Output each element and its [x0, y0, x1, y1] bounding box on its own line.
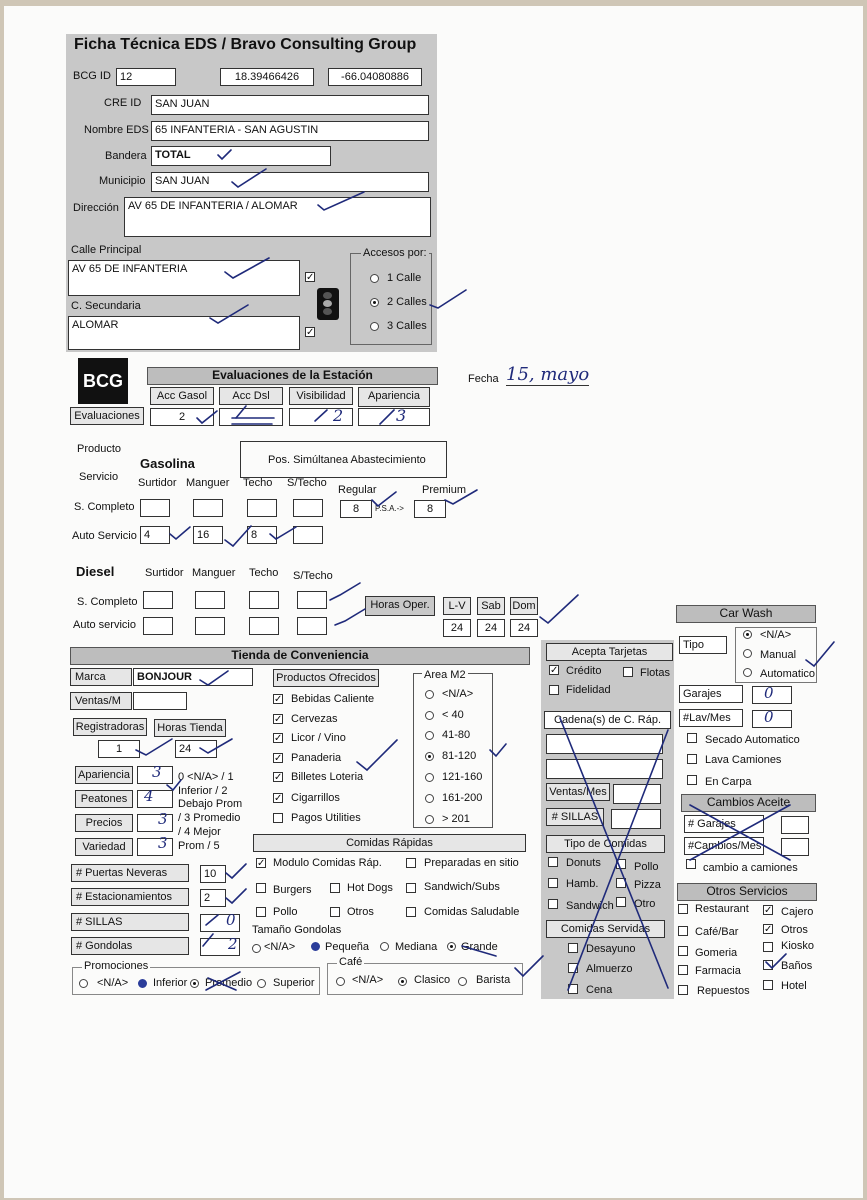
dsl-col-surtidor: Surtidor	[145, 567, 184, 579]
producto-bebidas-label: Bebidas Caliente	[291, 693, 375, 705]
cadena-label: Cadena(s) de C. Ráp.	[544, 711, 671, 729]
servida-almuerzo-checkbox[interactable]	[568, 963, 578, 973]
producto-licor-checkbox[interactable]: ✓	[274, 733, 283, 744]
registradoras-field[interactable]: 1	[98, 740, 140, 758]
calle-secundaria-label: C. Secundaria	[71, 300, 141, 312]
servida-almuerzo-label: Almuerzo	[586, 963, 633, 975]
dsl-col-techo: Techo	[249, 567, 279, 579]
registradoras-label: Registradoras	[73, 718, 147, 736]
cafe-na-radio[interactable]	[336, 977, 345, 986]
tarjeta-flotas-label: Flotas	[640, 667, 670, 679]
aceite-cambios-label: #Cambios/Mes	[684, 837, 764, 855]
otros-banos-label: Baños	[781, 960, 813, 972]
regular-label: Regular	[338, 484, 377, 496]
dsl-auto-stecho[interactable]	[297, 617, 327, 635]
otros-repuestos-checkbox[interactable]	[678, 985, 688, 995]
carwash-secado-checkbox[interactable]	[687, 733, 697, 743]
calle-principal-field[interactable]: AV 65 DE INFANTERIA	[68, 260, 300, 296]
dsl-col-stecho: S/Techo	[293, 570, 333, 582]
carwash-title: Car Wash	[676, 605, 816, 623]
tamano-grande-label: Grande	[461, 941, 498, 953]
aceite-title: Cambios Aceite	[681, 794, 816, 812]
area-121-160-label: 121-160	[442, 771, 483, 783]
horas-tienda-field[interactable]: 24	[175, 740, 217, 758]
accesos-1-radio[interactable]	[370, 274, 379, 283]
producto-label: Producto	[77, 443, 122, 455]
carwash-manual-radio[interactable]	[743, 649, 752, 658]
horas-sab-label: Sab	[477, 597, 505, 615]
servida-cena-checkbox[interactable]	[568, 984, 578, 994]
gas-sc-manguer[interactable]	[193, 499, 223, 517]
tarjeta-credito-label: Crédito	[566, 665, 602, 677]
evaluaciones-row-label: Evaluaciones	[70, 407, 144, 425]
tamano-na-label: <N/A>	[264, 941, 296, 953]
comida-sandwich-label: Sandwich/Subs	[424, 881, 500, 893]
carwash-lav-label: #Lav/Mes	[679, 709, 743, 727]
eval-apariencia-field[interactable]	[358, 408, 430, 426]
area-na-label: <N/A>	[442, 688, 474, 700]
promo-inferior-label: Inferior	[153, 977, 188, 989]
area-81-120-label: 81-120	[442, 750, 477, 762]
comida-hotdogs-label: Hot Dogs	[347, 882, 393, 894]
cafe-clasico-radio[interactable]	[398, 977, 407, 986]
carwash-manual-label: Manual	[760, 649, 797, 661]
gas-s-completo-label: S. Completo	[74, 501, 135, 513]
precios-hw: 3	[158, 810, 168, 828]
gondolas-label: # Gondolas	[71, 937, 189, 955]
dsl-sc-surtidor[interactable]	[143, 591, 173, 609]
otros-cafebar-checkbox[interactable]	[678, 926, 688, 936]
otros-cafebar-label: Café/Bar	[695, 926, 739, 938]
dsl-auto-label: Auto servicio	[73, 619, 136, 631]
scale-1: Inferior / 2	[178, 785, 228, 797]
cafe-barista-radio[interactable]	[458, 977, 467, 986]
aceite-garajes-label: # Garajes	[684, 815, 764, 833]
fecha-handwritten: 15, mayo	[506, 364, 590, 385]
area-na-radio[interactable]	[425, 690, 434, 699]
scale-3: / 3 Promedio	[178, 812, 241, 824]
direccion-field[interactable]: AV 65 DE INFANTERIA / ALOMAR	[124, 197, 431, 237]
producto-cigarrillos-label: Cigarrillos	[291, 792, 340, 804]
accesos-3-radio[interactable]	[370, 322, 379, 331]
cre-label: CRE ID	[104, 97, 142, 109]
dsl-auto-techo[interactable]	[249, 617, 279, 635]
dsl-s-completo-label: S. Completo	[77, 596, 138, 608]
gas-col-stecho: S/Techo	[287, 477, 327, 489]
accesos-3-label: 3 Calles	[387, 320, 427, 332]
promociones-label: Promociones	[84, 960, 149, 972]
aceite-cambios-field[interactable]	[781, 838, 809, 856]
regular-field[interactable]: 8	[340, 500, 372, 518]
form-title: Ficha Técnica EDS / Bravo Consulting Group	[74, 36, 417, 53]
tienda-title: Tienda de Conveniencia	[70, 647, 530, 665]
eval-acc-dsl-field[interactable]	[219, 408, 283, 426]
tipo-otro-checkbox[interactable]	[616, 897, 626, 907]
tamano-mediana-radio[interactable]	[380, 942, 389, 951]
nombre-field[interactable]: 65 INFANTERIA - SAN AGUSTIN	[151, 121, 429, 141]
gas-sc-techo[interactable]	[247, 499, 277, 517]
tipo-comidas-label: Tipo de Comidas	[546, 835, 665, 853]
otros-gomeria-checkbox[interactable]	[678, 946, 688, 956]
servida-desayuno-checkbox[interactable]	[568, 943, 578, 953]
promo-promedio-radio[interactable]	[190, 979, 199, 988]
comida-preparadas-checkbox[interactable]	[406, 858, 416, 868]
gas-auto-manguer[interactable]: 16	[193, 526, 223, 544]
otros-kiosko-checkbox[interactable]	[763, 942, 773, 952]
servida-desayuno-label: Desayuno	[586, 943, 636, 955]
otros-restaurant-label: Restaurant	[695, 903, 749, 915]
longitude-field[interactable]: -66.04080886	[328, 68, 422, 86]
dsl-sc-techo[interactable]	[249, 591, 279, 609]
gas-auto-label: Auto Servicio	[72, 530, 137, 542]
comidas-servidas-label: Comidas Servidas	[546, 920, 665, 938]
producto-bebidas-checkbox[interactable]: ✓	[274, 694, 283, 705]
fecha-label: Fecha	[468, 373, 499, 385]
carwash-carpa-label: En Carpa	[705, 776, 752, 788]
tarjeta-credito-checkbox[interactable]: ✓	[550, 665, 559, 676]
diesel-title: Diesel	[76, 564, 115, 579]
gas-col-surtidor: Surtidor	[138, 477, 177, 489]
area-201-label: > 201	[442, 813, 470, 825]
nombre-label: Nombre EDS	[84, 124, 149, 136]
producto-cervezas-label: Cervezas	[291, 713, 338, 725]
estacionamientos-label: # Estacionamientos	[71, 888, 189, 906]
comidas-rapidas-title: Comidas Rápidas	[253, 834, 526, 852]
calle-principal-checkbox[interactable]: ✓	[306, 272, 315, 283]
peatones-hw: 4	[144, 787, 154, 805]
tipo-sandwich-checkbox[interactable]	[548, 899, 558, 909]
carwash-auto-label: Automatico	[760, 668, 816, 680]
accesos-1-label: 1 Calle	[387, 272, 422, 284]
dsl-auto-manguer[interactable]	[195, 617, 225, 635]
carwash-garajes-label: Garajes	[679, 685, 743, 703]
carwash-na-label: <N/A>	[760, 629, 792, 641]
calle-secundaria-field[interactable]: ALOMAR	[68, 316, 300, 350]
eval-col-acc-dsl: Acc Dsl	[219, 387, 283, 405]
ventas-m-field[interactable]	[133, 692, 187, 710]
peatones-field[interactable]	[137, 790, 173, 808]
promo-superior-label: Superior	[273, 977, 315, 989]
comida-preparadas-label: Preparadas en sitio	[424, 857, 519, 869]
cadena-sillas-field[interactable]	[611, 809, 661, 829]
comida-pollo-checkbox[interactable]	[256, 907, 266, 917]
otros-hotel-checkbox[interactable]	[763, 980, 773, 990]
scale-5: Prom / 5	[178, 840, 220, 852]
tamano-pequena-radio[interactable]	[311, 942, 320, 951]
cadena-ventas-label: Ventas/Mes	[546, 783, 610, 801]
horas-dom-label: Dom	[510, 597, 538, 615]
accesos-2-radio[interactable]	[370, 298, 379, 307]
tipo-sandwich-label: Sandwich	[566, 900, 614, 912]
carwash-tipo-label: Tipo	[679, 636, 727, 654]
servicio-label: Servicio	[79, 471, 119, 483]
comida-modulo-checkbox[interactable]: ✓	[257, 858, 266, 869]
tarjeta-fidelidad-label: Fidelidad	[566, 684, 611, 696]
cafe-clasico-label: Clasico	[414, 974, 451, 986]
tarjetas-title: Acepta Tarjetas	[546, 643, 673, 661]
producto-loteria-checkbox[interactable]: ✓	[274, 772, 283, 783]
horas-oper-label: Horas Oper.	[365, 596, 435, 616]
scale-0: 0 <N/A> / 1	[178, 771, 234, 783]
puertas-field[interactable]: 10	[200, 865, 226, 883]
carwash-auto-radio[interactable]	[743, 668, 752, 677]
calle-principal-label: Calle Principal	[71, 244, 142, 256]
sillas-label: # SILLAS	[71, 913, 189, 931]
area-40-radio[interactable]	[425, 711, 434, 720]
area-161-200-label: 161-200	[442, 792, 483, 804]
tamano-mediana-label: Mediana	[395, 941, 438, 953]
accesos-label: Accesos por:	[363, 247, 427, 259]
tamano-grande-radio[interactable]	[447, 942, 456, 951]
otros-gomeria-label: Gomeria	[695, 947, 738, 959]
producto-licor-label: Licor / Vino	[291, 732, 346, 744]
cadena-sillas-label: # SILLAS	[546, 808, 604, 826]
otros-kiosko-label: Kiosko	[781, 940, 815, 952]
gas-auto-techo[interactable]: 8	[247, 526, 277, 544]
tamano-na-radio[interactable]	[252, 944, 261, 953]
precios-field[interactable]	[137, 814, 173, 832]
area-81-120-radio[interactable]	[425, 752, 434, 761]
area-121-160-radio[interactable]	[425, 773, 434, 782]
otros-restaurant-checkbox[interactable]	[678, 904, 688, 914]
otros-farmacia-checkbox[interactable]	[678, 965, 688, 975]
tarjeta-fidelidad-checkbox[interactable]	[549, 685, 559, 695]
horas-dom-field[interactable]: 24	[510, 619, 538, 637]
aceite-camiones-checkbox[interactable]	[686, 859, 696, 869]
area-41-80-radio[interactable]	[425, 731, 434, 740]
carwash-lav-hw: 0	[764, 708, 774, 726]
tipo-pizza-checkbox[interactable]	[616, 878, 626, 888]
promo-na-radio[interactable]	[79, 979, 88, 988]
producto-utilities-label: Pagos Utilities	[291, 812, 361, 824]
otros-cajero-checkbox[interactable]: ✓	[764, 905, 773, 916]
horas-sab-field[interactable]: 24	[477, 619, 505, 637]
cafe-label: Café	[339, 956, 363, 968]
bandera-label: Bandera	[105, 150, 147, 162]
otros-hotel-label: Hotel	[781, 980, 807, 992]
puertas-label: # Puertas Neveras	[71, 864, 189, 882]
tipo-pizza-label: Pizza	[634, 879, 661, 891]
producto-panaderia-label: Panaderia	[291, 752, 342, 764]
comida-pollo-label: Pollo	[273, 906, 298, 918]
dsl-col-manguer: Manguer	[192, 567, 236, 579]
carwash-na-radio[interactable]	[743, 630, 752, 639]
tipo-pollo-checkbox[interactable]	[616, 859, 626, 869]
comida-saludable-label: Comidas Saludable	[424, 906, 520, 918]
gas-auto-stecho[interactable]	[293, 526, 323, 544]
scale-4: / 4 Mejor	[178, 826, 221, 838]
producto-utilities-checkbox[interactable]	[273, 813, 283, 823]
tamano-gondolas-label: Tamaño Gondolas	[252, 924, 342, 936]
carwash-camiones-label: Lava Camiones	[705, 754, 782, 766]
carwash-garajes-hw: 0	[764, 684, 774, 702]
comida-burgers-checkbox[interactable]	[256, 883, 266, 893]
estacionamientos-field[interactable]: 2	[200, 889, 226, 907]
visibilidad-handwritten: 2	[333, 406, 344, 425]
comida-otros-label: Otros	[347, 906, 374, 918]
area-161-200-radio[interactable]	[425, 794, 434, 803]
dsl-auto-surtidor[interactable]	[143, 617, 173, 635]
tipo-donuts-label: Donuts	[566, 857, 601, 869]
psa-label: P.S.A.->	[375, 504, 404, 513]
evaluaciones-title: Evaluaciones de la Estación	[147, 367, 438, 385]
pos-simultanea-label: Pos. Simúltanea Abastecimiento	[268, 454, 426, 466]
tipo-hamb-label: Hamb.	[566, 878, 599, 890]
otros-farmacia-label: Farmacia	[695, 965, 741, 977]
cafe-na-label: <N/A>	[352, 974, 384, 986]
carwash-carpa-checkbox[interactable]	[687, 775, 697, 785]
otros-otros-checkbox[interactable]: ✓	[764, 924, 773, 935]
cadena-field-1[interactable]	[546, 734, 663, 754]
area-40-label: < 40	[442, 709, 464, 721]
marca-field[interactable]: BONJOUR	[133, 668, 253, 686]
horas-lv-label: L-V	[443, 597, 471, 615]
traffic-light-icon	[317, 288, 339, 320]
bcg-id-label: BCG ID	[73, 70, 111, 82]
producto-cigarrillos-checkbox[interactable]: ✓	[274, 793, 283, 804]
apariencia-hw: 3	[152, 763, 162, 781]
tipo-otro-label: Otro	[634, 898, 656, 910]
promo-promedio-label: Promedio	[205, 977, 253, 989]
producto-loteria-label: Billetes Loteria	[291, 771, 364, 783]
horas-lv-field[interactable]: 24	[443, 619, 471, 637]
cadena-field-2[interactable]	[546, 759, 663, 779]
comida-hotdogs-checkbox[interactable]	[330, 883, 340, 893]
premium-field[interactable]: 8	[414, 500, 446, 518]
cadena-ventas-field[interactable]	[613, 784, 661, 804]
comida-burgers-label: Burgers	[273, 884, 312, 896]
apariencia-label: Apariencia	[75, 766, 133, 784]
otros-repuestos-label: Repuestos	[697, 985, 750, 997]
eval-col-apariencia: Apariencia	[358, 387, 430, 407]
horas-tienda-label: Horas Tienda	[154, 719, 226, 737]
eval-col-visibilidad: Visibilidad	[289, 387, 353, 405]
sillas-hw: 0	[226, 911, 236, 929]
calle-secundaria-checkbox[interactable]: ✓	[306, 327, 315, 338]
aceite-garajes-field[interactable]	[781, 816, 809, 834]
tarjeta-flotas-checkbox[interactable]	[623, 667, 633, 677]
area-201-radio[interactable]	[425, 815, 434, 824]
dsl-sc-stecho[interactable]	[297, 591, 327, 609]
comida-modulo-label: Modulo Comidas Ráp.	[273, 857, 382, 869]
producto-panaderia-checkbox[interactable]: ✓	[274, 753, 283, 764]
otros-cajero-label: Cajero	[781, 906, 814, 918]
tamano-pequena-label: Pequeña	[325, 941, 370, 953]
premium-label: Premium	[422, 484, 467, 496]
accesos-2-label: 2 Calles	[387, 296, 427, 308]
variedad-label: Variedad	[75, 838, 133, 856]
cre-field[interactable]: SAN JUAN	[151, 95, 429, 115]
peatones-label: Peatones	[75, 790, 133, 808]
gas-sc-stecho[interactable]	[293, 499, 323, 517]
municipio-label: Municipio	[99, 175, 146, 187]
variedad-hw: 3	[158, 834, 168, 852]
tipo-hamb-checkbox[interactable]	[548, 878, 558, 888]
eval-visibilidad-field[interactable]	[289, 408, 353, 426]
marca-label: Marca	[70, 668, 132, 686]
promo-na-label: <N/A>	[97, 977, 129, 989]
carwash-camiones-checkbox[interactable]	[687, 754, 697, 764]
area-label: Area M2	[424, 669, 466, 681]
promo-superior-radio[interactable]	[257, 979, 266, 988]
eval-acc-gasol-field[interactable]: 2	[150, 408, 214, 426]
promo-inferior-radio[interactable]	[138, 979, 147, 988]
gasolina-title: Gasolina	[140, 456, 195, 471]
comida-otros-checkbox[interactable]	[330, 907, 340, 917]
gas-col-manguer: Manguer	[186, 477, 230, 489]
apariencia-handwritten: 3	[396, 406, 407, 425]
producto-cervezas-checkbox[interactable]: ✓	[274, 714, 283, 725]
dsl-sc-manguer[interactable]	[195, 591, 225, 609]
direccion-label: Dirección	[73, 202, 119, 214]
precios-label: Precios	[75, 814, 133, 832]
aceite-camiones-label: cambio a camiones	[703, 862, 798, 874]
ventas-m-label: Ventas/M	[70, 692, 132, 710]
comida-sandwich-checkbox[interactable]	[406, 883, 416, 893]
cafe-barista-label: Barista	[476, 974, 511, 986]
tipo-donuts-checkbox[interactable]	[548, 857, 558, 867]
area-41-80-label: 41-80	[442, 729, 471, 741]
bcg-logo: BCG	[78, 358, 128, 404]
carwash-secado-label: Secado Automatico	[705, 734, 800, 746]
municipio-field[interactable]: SAN JUAN	[151, 172, 429, 192]
otros-title: Otros Servicios	[677, 883, 817, 901]
bcg-id-field[interactable]: 12	[116, 68, 176, 86]
servida-cena-label: Cena	[586, 984, 613, 996]
otros-banos-checkbox[interactable]	[763, 960, 773, 970]
eval-col-acc-gasol: Acc Gasol	[150, 387, 214, 405]
otros-otros-label: Otros	[781, 924, 808, 936]
gas-col-techo: Techo	[243, 477, 273, 489]
gas-auto-surtidor[interactable]: 4	[140, 526, 170, 544]
productos-title: Productos Ofrecidos	[273, 669, 379, 687]
tipo-pollo-label: Pollo	[634, 861, 659, 873]
bandera-field[interactable]: TOTAL	[151, 146, 331, 166]
comida-saludable-checkbox[interactable]	[406, 907, 416, 917]
variedad-field[interactable]	[137, 838, 173, 856]
gondolas-hw: 2	[228, 935, 238, 953]
gas-sc-surtidor[interactable]	[140, 499, 170, 517]
scale-2: Debajo Prom	[178, 798, 243, 810]
latitude-field[interactable]: 18.39466426	[220, 68, 314, 86]
